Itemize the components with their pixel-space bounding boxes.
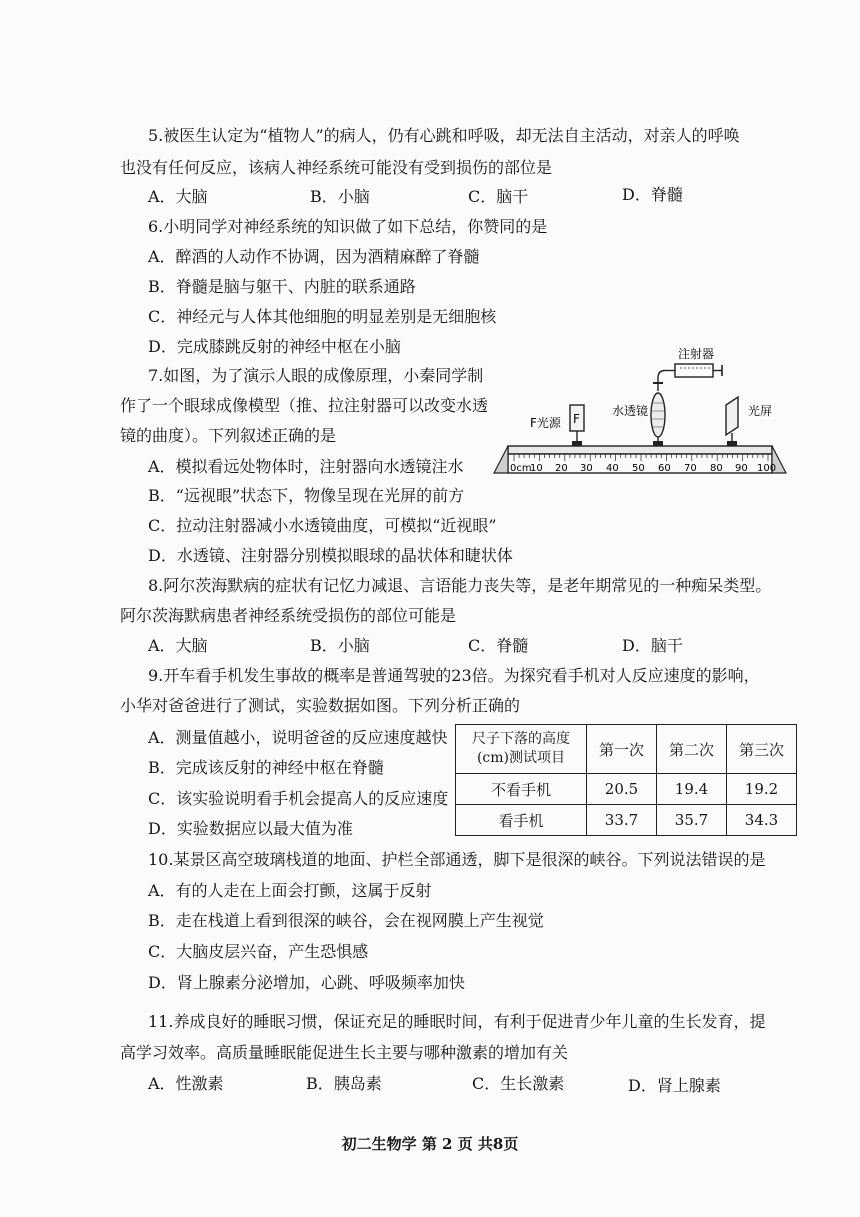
q7-option-d: D．水透镜、注射器分别模拟眼球的晶状体和睫状体	[148, 546, 513, 565]
table-col-2: 第二次	[657, 725, 727, 774]
q11-option-b: B．胰岛素	[306, 1074, 382, 1093]
page-footer: 初二生物学 第 2 页 共8页	[341, 1135, 519, 1153]
screen-label: 光屏	[748, 404, 773, 418]
table-header-line2: (cm)测试项目	[476, 750, 566, 766]
q5-option-d: D．脊髓	[622, 185, 683, 204]
q10-option-a: A．有的人走在上面会打颤，这属于反射	[148, 881, 432, 900]
table-row	[456, 774, 797, 805]
cell-phone-2: 35.7	[657, 805, 727, 836]
q7-stem-line2: 作了一个眼球成像模型（推、拉注射器可以改变水透	[120, 396, 489, 415]
ruler-label-100: 100	[757, 463, 777, 474]
ruler-label-80: 80	[710, 463, 723, 474]
table-col-3: 第三次	[727, 725, 797, 774]
ruler-label-10: 10	[530, 463, 543, 474]
q11-stem-line2: 高学习效率。高质量睡眠能促进生长主要与哪种激素的增加有关	[120, 1043, 569, 1062]
table-header-corner	[456, 725, 587, 774]
q11-option-c: C．生长激素	[472, 1074, 565, 1093]
cell-no-phone-3: 19.2	[727, 774, 797, 805]
q6-stem: 6.小明同学对神经系统的知识做了如下总结，你赞同的是	[148, 217, 548, 236]
ruler-label-0: 0cm	[510, 463, 532, 474]
q6-option-a: A．醉酒的人动作不协调，因为酒精麻醉了脊髓	[148, 247, 480, 266]
syringe-icon	[653, 364, 722, 391]
q9-option-c: C．该实验说明看手机会提高人的反应速度	[148, 789, 449, 808]
cell-no-phone-1: 20.5	[587, 774, 657, 805]
eye-model-diagram	[490, 345, 790, 485]
q5-stem-line1: 5.被医生认定为“植物人”的病人，仍有心跳和呼吸，却无法自主活动，对亲人的呼唤	[148, 126, 740, 145]
q9-stem-line2: 小华对爸爸进行了测试，实验数据如图。下列分析正确的	[120, 696, 521, 715]
q5-option-c: C．脑干	[468, 187, 529, 206]
ruler-label-40: 40	[606, 463, 619, 474]
q5-option-a: A．大脑	[148, 187, 208, 206]
q8-option-a: A．大脑	[148, 636, 208, 655]
water-lens-label: 水透镜	[612, 404, 649, 418]
ruler-label-20: 20	[555, 463, 568, 474]
table-header-line1: 尺子下落的高度	[472, 731, 570, 747]
q10-stem: 10.某景区高空玻璃栈道的地面、护栏全部通透，脚下是很深的峡谷。下列说法错误的是	[148, 850, 766, 869]
q7-stem-line1: 7.如图，为了演示人眼的成像原理，小秦同学制	[148, 366, 484, 385]
q7-option-b: B．“远视眼”状态下，物像呈现在光屏的前方	[148, 486, 465, 505]
q5-option-b: B．小脑	[310, 187, 370, 206]
screen-icon	[726, 397, 738, 446]
ruler-label-70: 70	[684, 463, 697, 474]
q11-stem-line1: 11.养成良好的睡眠习惯，保证充足的睡眠时间，有利于促进青少年儿童的生长发育，提	[148, 1012, 766, 1031]
q8-option-d: D．脑干	[622, 636, 683, 655]
q7-option-a: A．模拟看远处物体时，注射器向水透镜注水	[148, 457, 464, 476]
q5-stem-line2: 也没有任何反应，该病人神经系统可能没有受到损伤的部位是	[120, 158, 553, 177]
q9-option-d: D．实验数据应以最大值为准	[148, 819, 353, 838]
syringe-label: 注射器	[678, 347, 715, 361]
table-header-row	[456, 725, 797, 774]
light-source-label: F光源	[530, 416, 561, 430]
ruler-label-30: 30	[580, 463, 593, 474]
ruler-label-50: 50	[632, 463, 645, 474]
cell-no-phone-2: 19.4	[657, 774, 727, 805]
table-row	[456, 805, 797, 836]
ruler-label-90: 90	[735, 463, 748, 474]
q8-stem-line1: 8.阿尔茨海默病的症状有记忆力减退、言语能力丧失等，是老年期常见的一种痴呆类型。	[148, 576, 772, 595]
q9-option-b: B．完成该反射的神经中枢在脊髓	[148, 758, 384, 777]
q11-option-d: D．肾上腺素	[628, 1076, 721, 1095]
q11-option-a: A．性激素	[148, 1074, 224, 1093]
q8-option-b: B．小脑	[310, 636, 370, 655]
table-col-1: 第一次	[587, 725, 657, 774]
q6-option-d: D．完成膝跳反射的神经中枢在小脑	[148, 337, 401, 356]
q8-option-c: C．脊髓	[468, 636, 529, 655]
q9-stem-line1: 9.开车看手机发生事故的概率是普通驾驶的23倍。为探究看手机对人反应速度的影响，	[148, 666, 760, 685]
q10-option-c: C．大脑皮层兴奋，产生恐惧感	[148, 942, 369, 961]
row-label-no-phone: 不看手机	[456, 774, 587, 805]
q7-option-c: C．拉动注射器减小水透镜曲度，可模拟“近视眼”	[148, 516, 497, 535]
reaction-test-table	[455, 724, 797, 836]
row-label-phone: 看手机	[456, 805, 587, 836]
f-letter: F	[573, 412, 580, 426]
ruler-label-60: 60	[658, 463, 671, 474]
q6-option-b: B．脊髓是脑与躯干、内脏的联系通路	[148, 277, 416, 296]
q7-stem-line3: 镜的曲度）。下列叙述正确的是	[120, 426, 337, 445]
q6-option-c: C．神经元与人体其他细胞的明显差别是无细胞核	[148, 307, 497, 326]
water-lens-icon	[651, 393, 665, 446]
q10-option-d: D．肾上腺素分泌增加，心跳、呼吸频率加快	[148, 973, 465, 992]
cell-phone-1: 33.7	[587, 805, 657, 836]
q9-option-a: A．测量值越小，说明爸爸的反应速度越快	[148, 728, 448, 747]
q8-stem-line2: 阿尔茨海默病患者神经系统受损伤的部位可能是	[120, 606, 457, 625]
cell-phone-3: 34.3	[727, 805, 797, 836]
q10-option-b: B．走在栈道上看到很深的峡谷，会在视网膜上产生视觉	[148, 911, 544, 930]
